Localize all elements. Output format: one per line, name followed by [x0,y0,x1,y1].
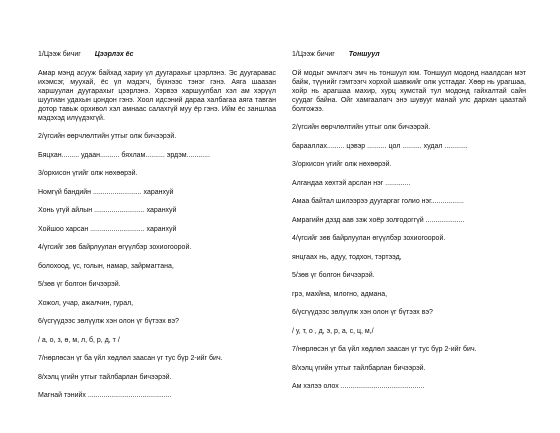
right-line: Амрагийн дэзд аав зэж хоёр золгодоггүй .................... [292,216,465,224]
left-line: Номгүй бандийн ......................... харанхуй [38,188,174,196]
left-line: Магнай тэнийх ........................................... [38,392,172,399]
right-line: 4/үгсийг зөв байрлуулан өгүүлбэр зохиогоорой. [292,235,446,242]
right-line: Амаа байтал шилээрээ дуугаргаг голио нэг................. [292,198,464,205]
right-line: 7/нөрлөсэн үг ба үйл хөдлөл заасан үг тус бүр 2-ийг бич. [292,346,477,353]
right-line: 8/хэлц үгийн утгыг тайлбарлан бичээрэй. [292,364,426,372]
left-line: 2/үгсийн өөрчлөлтийн утгыг олж бичээрэй. [38,133,177,140]
left-line: Хонь үгүй айлын .......................... харанхуй [38,207,177,214]
left-line: 4/үгсийг зөв байрлуулан өгүүлбэр зохиогоорой. [38,244,192,251]
left-line: / а, о, з, ө, м, л, б, р, д, т / [38,336,120,344]
right-header-title: Тоншуул [348,51,380,58]
right-line: 3/орхисон үгийг олж нөхөөрэй. [292,161,392,168]
right-line: 5/зөв үг болгон бичээрэй. [292,272,375,279]
left-line: 5/зөв үг болгон бичээрэй. [38,281,121,288]
left-header [38,50,276,59]
left-worksheet-column [38,50,276,410]
left-line: 8/хэлц үгийн утгыг тайлбарлан бичээрэй. [38,373,172,381]
left-header-number: 1/Цээж бичиг [38,51,81,58]
left-line: Хожол, учар, ажалчин, гурал, [38,299,134,307]
right-line: 2/үгсийн өөрчлөлтийн утгыг олж бичээрэй. [292,124,431,131]
right-line: грэ, махйна, млогно, адмана, [292,290,388,298]
right-line: Алгандаа хөхтэй арслан нэг ............. [292,179,411,187]
left-line: болохоод, үс, голын, намар, зайрмагтана, [38,262,174,270]
left-line: Бяцхан......... удаан.......... бяхлам.......... эрдэм............ [38,151,210,159]
left-line: Хойшоо харсан ............................ харанхуй [38,225,177,233]
right-header-number: 1/Цээж бичиг [292,51,335,58]
right-dictation-paragraph: Ой модыг эмчлэгч эмч нь тоншуул юм. Тоншуул модонд наалдсан мэт байж, түүнийг гэмтээгч хорхой шавжийг олж устгадаг. Хөөр нь урагшаа, хойр нь арагшаа махир, хурц хумстай тул модонд гайхалтай сайн суудаг байна. Ойг хамгаалагч энэ шувууг манай улс дархан цаазтай болгожээ. [292,70,526,113]
right-header [292,50,526,59]
left-line: 6/үсгүүдээс зөлүүлж хэн олон үг бүтээх вэ? [38,318,179,325]
left-line: 7/нөрлөсэн үг ба үйл хөдлөл заасан үг тус бүр 2-ийг бич. [38,355,223,362]
left-dictation-paragraph: Амар мэнд асууж байхад хариу үл дуугарахыг цээрлэнэ. Эс дуугаравас ихэмсэг, муухай, ёс үл мэдэгч, бүхнээс тэнэг гэнэ. Аяга шаазан харшуулан дуугарахыг цээрлэнэ. Хэрвээ харшуулбал хэл ам хэрүүл шуугиан удахын цондон гэнэ. Хоол идсэний дараа халбагаа аяга тавган дотор тавьж орхивол хэл амнаас салахгүй муу ёр гэнэ. Ийм ёс заншлаа мэдэхэд илүүдэхгүй. [38,70,276,122]
left-line: 3/орхисон үгийг олж нөхөөрэй. [38,170,138,177]
right-worksheet-column [292,50,526,401]
right-line: Ам хэлээ олох ........................................... [292,383,425,390]
left-header-title: Цээрлэх ёс [94,51,134,58]
right-line: / у, т, о , д, э, р, а, с, ц, м,/ [292,327,374,335]
right-line: 6/үсгүүдээс зөлүүлж хэн олон үг бүтээх вэ? [292,309,433,316]
right-line: барааллах......... цэвэр .......... цол .......... худал ............ [292,142,468,150]
right-line: янцгаах нь, адуу, тодхон, тэртээд, [292,253,402,261]
